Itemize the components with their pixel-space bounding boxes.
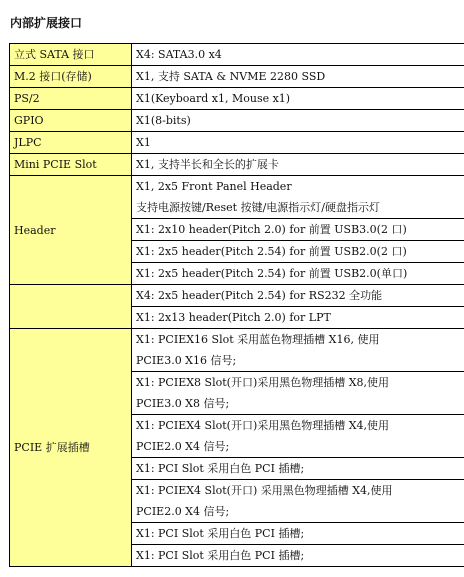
row-value: X4: 2x5 header(Pitch 2.54) for RS232 全功能	[132, 285, 464, 307]
table-row	[10, 329, 464, 372]
value-line: 支持电源按键/Reset 按键/电源指示灯/硬盘指示灯	[136, 201, 380, 214]
row-value: X1(Keyboard x1, Mouse x1)	[132, 88, 464, 110]
value-line: X1: PCIEX4 Slot(开口)采用黑色物理插槽 X4,使用	[136, 419, 390, 432]
table-row	[10, 285, 464, 307]
section-title: 内部扩展接口	[10, 16, 83, 30]
pcie-label: PCIE 扩展插槽	[10, 329, 132, 567]
row-label: GPIO	[10, 110, 132, 132]
table-row	[10, 132, 464, 154]
value-line: PCIE2.0 X4 信号;	[136, 440, 230, 453]
row-label: JLPC	[10, 132, 132, 154]
row-value: X1	[132, 132, 464, 154]
row-label: PS/2	[10, 88, 132, 110]
row-value: X4: SATA3.0 x4	[132, 44, 464, 66]
spec-table	[9, 43, 464, 567]
row-value: X1: 2x10 header(Pitch 2.0) for 前置 USB3.0(2 口)	[132, 219, 464, 241]
row-value: X1(8-bits)	[132, 110, 464, 132]
row-value: X1: PCI Slot 采用白色 PCI 插槽;	[132, 458, 464, 480]
value-line: X1: PCIEX16 Slot 采用蓝色物理插槽 X16, 使用	[136, 333, 380, 346]
header-label: Header	[10, 176, 132, 285]
row-value: X1: PCI Slot 采用白色 PCI 插槽;	[132, 523, 464, 545]
table-row	[10, 88, 464, 110]
row-value: X1: 2x5 header(Pitch 2.54) for 前置 USB2.0(单口)	[132, 263, 464, 285]
table-row	[10, 110, 464, 132]
table-row	[10, 66, 464, 88]
row-value: X1: PCI Slot 采用白色 PCI 插槽;	[132, 545, 464, 567]
row-value	[132, 480, 464, 523]
row-label: Mini PCIE Slot	[10, 154, 132, 176]
row-value	[132, 415, 464, 458]
value-line: PCIE3.0 X16 信号;	[136, 354, 237, 367]
table-row	[10, 176, 464, 219]
table-row	[10, 154, 464, 176]
row-label: M.2 接口(存储)	[10, 66, 132, 88]
value-line: X1: PCIEX8 Slot(开口)采用黑色物理插槽 X8,使用	[136, 376, 390, 389]
row-value	[132, 176, 464, 219]
value-line: PCIE3.0 X8 信号;	[136, 397, 230, 410]
row-value: X1: 2x5 header(Pitch 2.54) for 前置 USB2.0(2 口)	[132, 241, 464, 263]
table-row	[10, 44, 464, 66]
row-value	[132, 329, 464, 372]
row-label: 立式 SATA 接口	[10, 44, 132, 66]
row-value: X1: 2x13 header(Pitch 2.0) for LPT	[132, 307, 464, 329]
row-value	[132, 372, 464, 415]
row-value: X1, 支持半长和全长的扩展卡	[132, 154, 464, 176]
value-line: X1, 2x5 Front Panel Header	[136, 180, 292, 193]
unlabeled-label	[10, 285, 132, 329]
value-line: PCIE2.0 X4 信号;	[136, 505, 230, 518]
value-line: X1: PCIEX4 Slot(开口) 采用黑色物理插槽 X4,使用	[136, 484, 393, 497]
row-value: X1, 支持 SATA & NVME 2280 SSD	[132, 66, 464, 88]
